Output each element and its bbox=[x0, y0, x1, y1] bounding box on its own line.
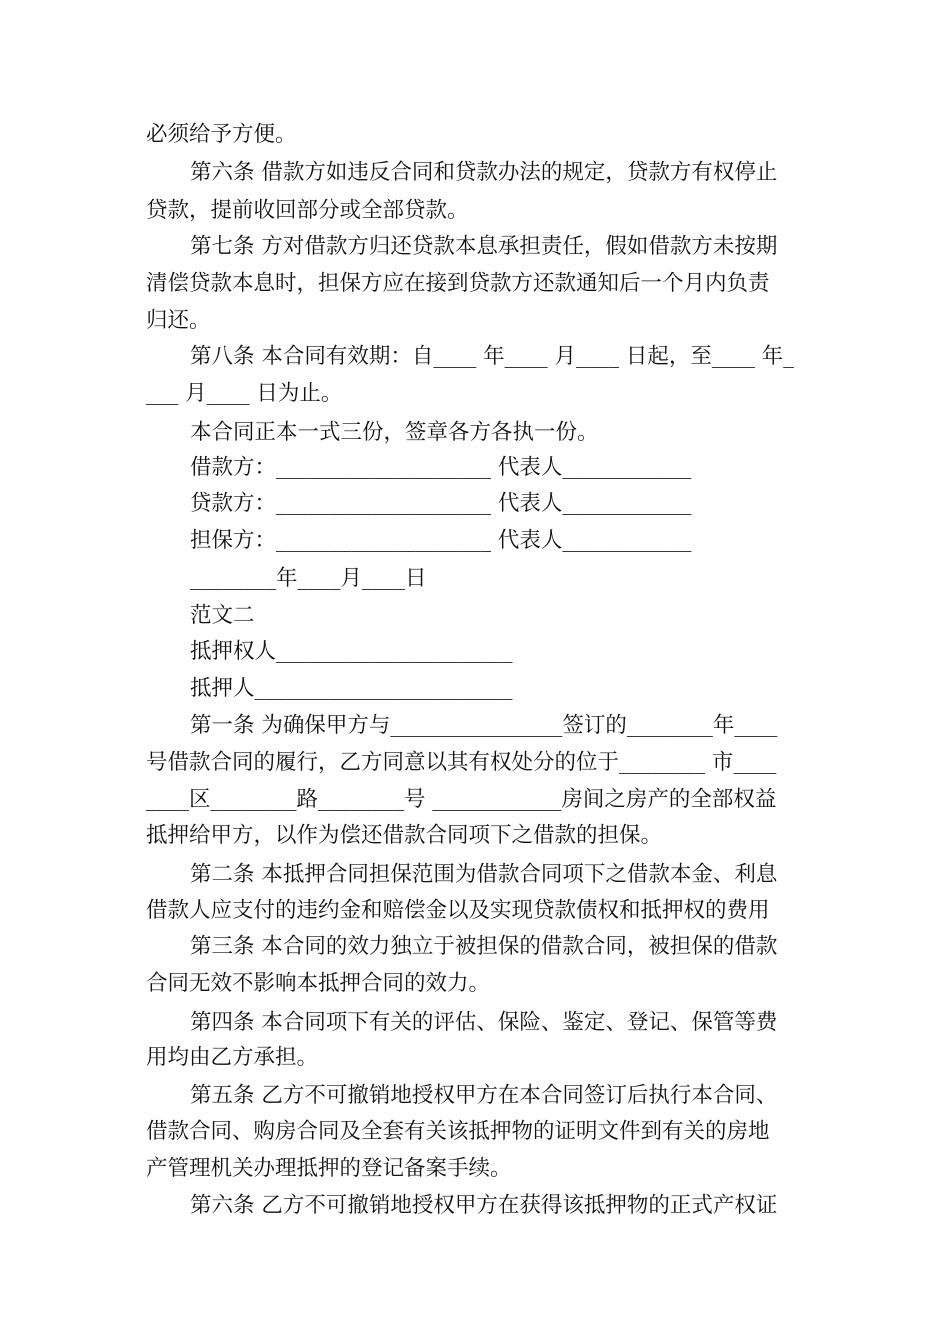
text-line: 必须给予方便。 bbox=[146, 122, 297, 147]
text-line: 产管理机关办理抵押的登记备案手续。 bbox=[146, 1156, 512, 1181]
text-line: 贷款，提前收回部分或全部贷款。 bbox=[146, 198, 469, 223]
date-line: ________年____月____日 bbox=[190, 566, 427, 591]
text-line: 第六条 借款方如违反合同和贷款办法的规定，贷款方有权停止 bbox=[190, 160, 778, 185]
text-line: 第四条 本合同项下有关的评估、保险、鉴定、登记、保管等费 bbox=[190, 1010, 778, 1035]
text-line: 本合同正本一式三份，签章各方各执一份。 bbox=[190, 420, 599, 445]
text-line: 第六条 乙方不可撤销地授权甲方在获得该抵押物的正式产权证 bbox=[190, 1193, 778, 1218]
text-line: 抵押人________________________ bbox=[190, 676, 513, 701]
text-line: 清偿贷款本息时，担保方应在接到贷款方还款通知后一个月内负责 bbox=[146, 271, 770, 296]
section-heading: 范文二 bbox=[190, 603, 255, 628]
text-line: 借款合同、购房合同及全套有关该抵押物的证明文件到有关的房地 bbox=[146, 1119, 770, 1144]
text-line: 号借款合同的履行，乙方同意以其有权处分的位于________ 市____ bbox=[146, 750, 777, 775]
borrower-signature-line: 借款方：____________________ 代表人____________ bbox=[190, 455, 692, 480]
text-line: 借款人应支付的违约金和赔偿金以及实现贷款债权和抵押权的费用 bbox=[146, 898, 770, 923]
text-line: 第二条 本抵押合同担保范围为借款合同项下之借款本金、利息 bbox=[190, 862, 778, 887]
lender-signature-line: 贷款方：____________________ 代表人____________ bbox=[190, 491, 692, 516]
text-line: 抵押给甲方，以作为偿还借款合同项下之借款的担保。 bbox=[146, 823, 663, 848]
text-line: 用均由乙方承担。 bbox=[146, 1045, 319, 1070]
text-line: 第八条 本合同有效期：自____ 年____ 月____ 日起，至____ 年_ bbox=[190, 344, 794, 369]
guarantor-signature-line: 担保方：____________________ 代表人____________ bbox=[190, 528, 692, 553]
text-line: 第七条 方对借款方归还贷款本息承担责任，假如借款方未按期 bbox=[190, 234, 778, 259]
text-line: 合同无效不影响本抵押合同的效力。 bbox=[146, 971, 491, 996]
text-line: 归还。 bbox=[146, 308, 211, 333]
text-line: ____区________路________号 ____________房间之房产的全部权益 bbox=[146, 787, 777, 812]
text-line: 抵押权人______________________ bbox=[190, 639, 513, 664]
text-line: 第三条 本合同的效力独立于被担保的借款合同，被担保的借款 bbox=[190, 934, 778, 959]
text-line: ___ 月____ 日为止。 bbox=[146, 381, 343, 406]
text-line: 第五条 乙方不可撤销地授权甲方在本合同签订后执行本合同、 bbox=[190, 1083, 778, 1108]
text-line: 第一条 为确保甲方与________________签订的________年____ bbox=[190, 713, 778, 738]
